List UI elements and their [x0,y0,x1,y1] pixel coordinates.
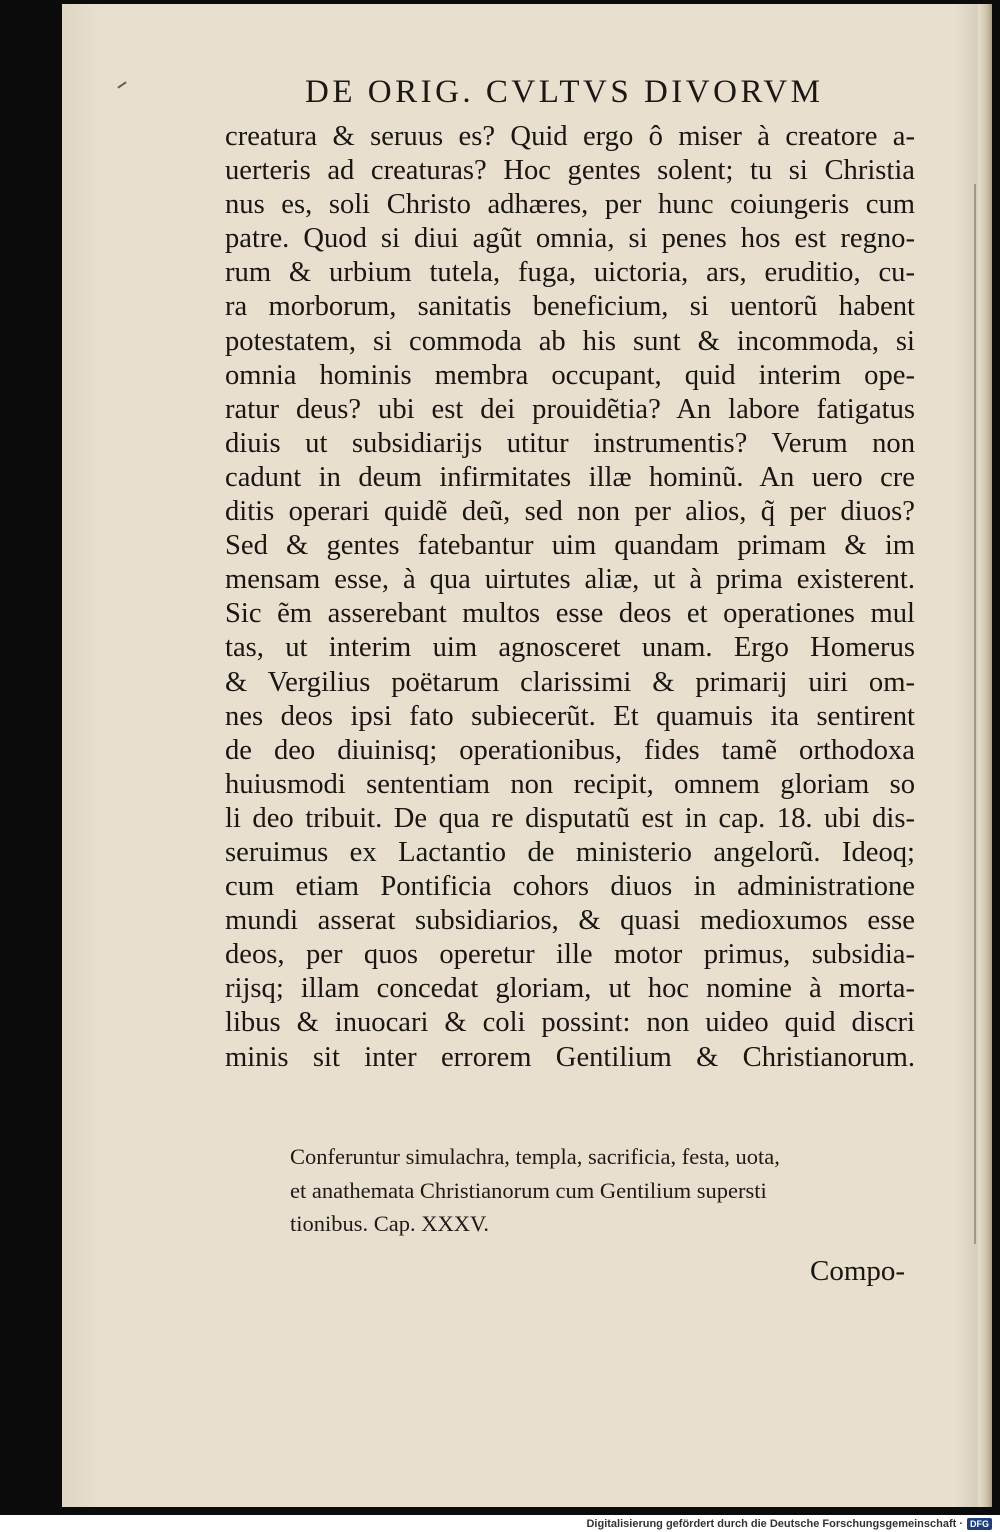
text-line: libus & inuocari & coli possint: non uideo quid discri [225,1007,915,1039]
text-line: ratur deus? ubi est dei prouidẽtia? An labore fatigatus [225,393,915,425]
text-line: mensam esse, à qua uirtutes aliæ, ut à prima existerent. [225,564,915,596]
text-line: diuis ut subsidiarijs utitur instrumentis? Verum non [225,427,915,459]
text-line: tas, ut interim uim agnosceret unam. Ergo Homerus [225,632,915,664]
text-line: Sed & gentes fatebantur uim quandam primam & im [225,530,915,562]
text-line: Sic ẽm asserebant multos esse deos et operationes mul [225,598,915,630]
text-line: nes deos ipsi fato subiecerũt. Et quamuis ita sentirent [225,700,915,732]
body-text [225,120,915,1075]
caption-line: tionibus. Cap. XXXV. [290,1211,489,1236]
text-line: huiusmodi sententiam non recipit, omnem gloriam so [225,768,915,800]
catchword: Compo- [810,1255,906,1287]
text-line: de deo diuinisq; operationibus, fides tamẽ orthodoxa [225,734,915,766]
text-line: seruimus ex Lactantio de ministerio angelorũ. Ideoq; [225,836,915,868]
text-line: rum & urbium tutela, fuga, uictoria, ars, eruditio, cu- [225,257,915,289]
text-line: ditis operari quidẽ deũ, sed non per alios, q̃ per diuos? [225,496,915,528]
page-edge [978,4,992,1507]
text-line: cum etiam Pontificia cohors diuos in administratione [225,871,915,903]
caption-line: Conferuntur simulachra, templa, sacrificia, festa, uota, [290,1144,780,1169]
text-line: patre. Quod si diui agũt omnia, si penes hos est regno- [225,223,915,255]
digitization-footer [586,1516,992,1532]
text-line: deos, per quos operetur ille motor primus, subsidia- [225,939,915,971]
paper-mark [117,81,126,88]
chapter-caption [290,1140,850,1241]
text-line: li deo tribuit. De qua re disputatũ est in cap. 18. ubi dis- [225,802,915,834]
running-head: DE ORIG. CVLTVS DIVORVM [305,74,824,110]
text-line: & Vergilius poëtarum clarissimi & primarij uiri om- [225,666,915,698]
dfg-logo: DFG [967,1518,992,1530]
text-line: omnia hominis membra occupant, quid interim ope- [225,359,915,391]
footer-text: Digitalisierung gefördert durch die Deutsche Forschungsgemeinschaft · [586,1518,963,1530]
caption-line: et anathemata Christianorum cum Gentilium supersti [290,1177,767,1203]
text-line: ra morborum, sanitatis beneficium, si uentorũ habent [225,291,915,323]
page-gutter-line [974,184,976,1244]
text-line: cadunt in deum infirmitates illæ hominũ. An uero cre [225,461,915,493]
text-line: creatura & seruus es? Quid ergo ô miser à creatore a- [225,121,915,152]
text-line: mundi asserat subsidiarios, & quasi medioxumos esse [225,905,915,937]
text-line: minis sit inter errorem Gentilium & Christianorum. [225,1041,915,1073]
text-line: rijsq; illam concedat gloriam, ut hoc nomine à morta- [225,973,915,1005]
text-line: nus es, soli Christo adhæres, per hunc coiungeris cum [225,189,915,221]
text-line: uerteris ad creaturas? Hoc gentes solent; tu si Christia [225,155,915,187]
text-line: potestatem, si commoda ab his sunt & incommoda, si [225,325,915,357]
